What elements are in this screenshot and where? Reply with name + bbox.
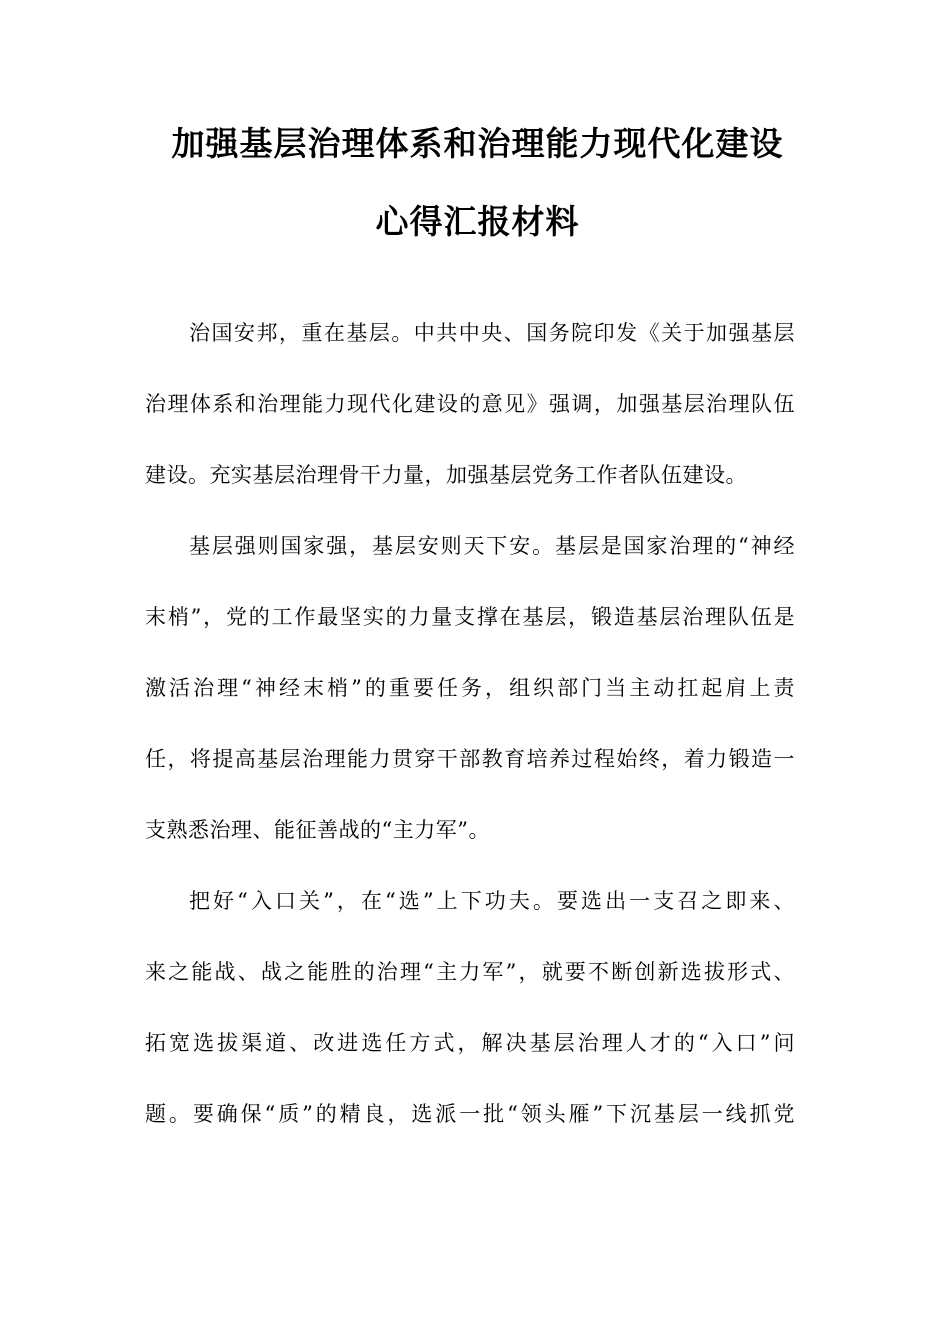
text-line: 拓宽选拔渠道、改进选任方式，解决基层治理人才的“入口”问 bbox=[145, 1031, 795, 1055]
text-line: 题。要确保“质”的精良，选派一批“领头雁”下沉基层一线抓党 bbox=[145, 1102, 795, 1126]
text-line: 基层强则国家强，基层安则天下安。基层是国家治理的“神经 bbox=[189, 534, 795, 558]
document-title bbox=[145, 124, 810, 241]
text-line: 任，将提高基层治理能力贯穿干部教育培养过程始终，着力锻造一 bbox=[145, 747, 795, 771]
title-line-2: 心得汇报材料 bbox=[375, 202, 580, 241]
text-line: 支熟悉治理、能征善战的“主力军”。 bbox=[145, 818, 490, 842]
text-line: 治国安邦，重在基层。中共中央、国务院印发《关于加强基层 bbox=[189, 321, 795, 345]
text-line: 来之能战、战之能胜的治理“主力军”，就要不断创新选拔形式、 bbox=[145, 960, 795, 984]
document-body bbox=[145, 312, 795, 1164]
text-line: 激活治理“神经末梢”的重要任务，组织部门当主动扛起肩上责 bbox=[145, 676, 795, 700]
text-line: 治理体系和治理能力现代化建设的意见》强调，加强基层治理队伍 bbox=[145, 392, 795, 416]
text-line: 建设。充实基层治理骨干力量，加强基层党务工作者队伍建设。 bbox=[145, 463, 747, 487]
text-line: 把好“入口关”，在“选”上下功夫。要选出一支召之即来、 bbox=[189, 889, 795, 913]
title-line-1: 加强基层治理体系和治理能力现代化建设 bbox=[171, 124, 784, 163]
text-line: 末梢”，党的工作最坚实的力量支撑在基层，锻造基层治理队伍是 bbox=[145, 605, 795, 629]
